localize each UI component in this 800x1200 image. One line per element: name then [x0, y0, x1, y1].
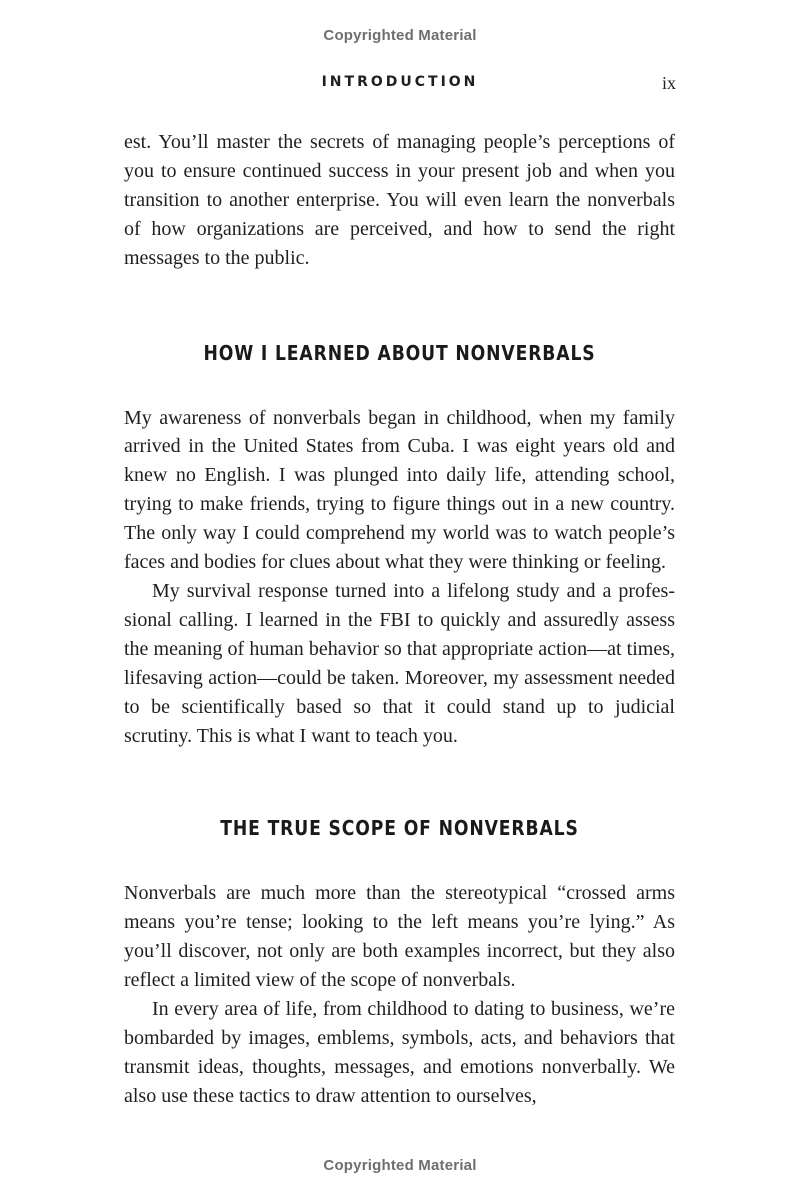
body-paragraph: In every area of life, from childhood to dating to business, we’re bombarded by images, emblems, symbols, acts, and behaviors that transmit ideas, thoughts, messages, and emotions nonverbally. We also use these tactics to draw attention to ourselves, [124, 998, 675, 1107]
page-body [124, 128, 675, 1111]
section-heading: THE TRUE SCOPE OF NONVERBALS [220, 816, 579, 841]
page-number: ix [662, 73, 677, 93]
section-heading: HOW I LEARNED ABOUT NONVERBALS [203, 340, 596, 365]
body-paragraph: My awareness of nonverbals began in childhood, when my family arrived in the United States from Cuba. I was eight years old and knew no English. I was plunged into daily life, attending school, trying to make friends, trying to figure things out in a new country. The only way I could comprehend my world was to watch people’s faces and bodies for clues about what they were thinking or feeling. [124, 406, 675, 574]
body-paragraph: My survival response turned into a lifelong study and a professional calling. I learned in the FBI to quickly and assuredly assess the meaning of human behavior so that appropriate action—at times, lifesaving action—could be taken. Moreover, my assessment needed to be scientifically based so that it could stand up to judicial scrutiny. This is what I want to teach you. [124, 579, 675, 747]
body-paragraph: est. You’ll master the secrets of managing people’s perceptions of you to ensure continued success in your present job and when you transition to another enterprise. You will even learn the nonverbals of how organizations are perceived, and how to send the right messages to the public. [124, 131, 675, 269]
body-paragraph: Nonverbals are much more than the stereotypical “crossed arms means you’re tense; looking to the left means you’re lying.” As you’ll discover, not only are both examples incorrect, but they also reflect a limited view of the scope of nonverbals. [124, 882, 675, 992]
copyright-watermark-top: Copyrighted Material [323, 27, 477, 44]
copyright-watermark-bottom: Copyrighted Material [323, 1157, 477, 1174]
running-head: INTRODUCTION [321, 74, 479, 90]
